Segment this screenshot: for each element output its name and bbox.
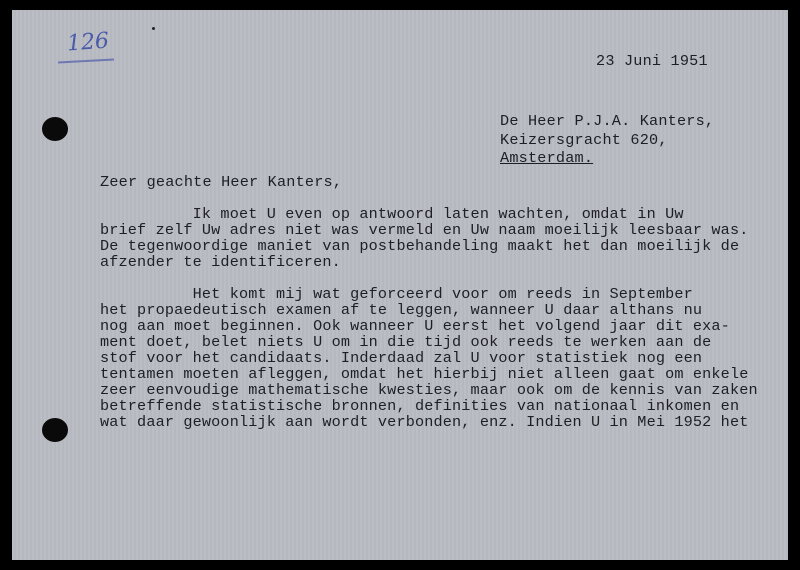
paragraph2-line: Het komt mij wat geforceerd voor om reeds in September xyxy=(100,285,693,303)
paragraph2-line: wat daar gewoonlijk aan wordt verbonden, enz. Indien U in Mei 1952 het xyxy=(100,413,749,431)
paragraph2-line: nog aan moet beginnen. Ook wanneer U eerst het volgend jaar dit exa- xyxy=(100,317,730,335)
paragraph2-line: tentamen moeten afleggen, omdat het hierbij niet alleen gaat om enkele xyxy=(100,365,749,383)
recipient-name: De Heer P.J.A. Kanters, xyxy=(500,112,715,130)
paragraph1-line: Ik moet U even op antwoord laten wachten, omdat in Uw xyxy=(100,205,684,223)
paragraph2-line: het propaedeutisch examen af te leggen, wanneer U daar althans nu xyxy=(100,301,703,319)
punch-hole-top xyxy=(42,117,68,141)
paragraph1-line: afzender te identificeren. xyxy=(100,253,341,271)
paragraph1-line: brief zelf Uw adres niet was vermeld en Uw naam moeilijk leesbaar was. xyxy=(100,221,749,239)
paragraph2-line: betreffende statistische bronnen, definities van nationaal inkomen en xyxy=(100,397,740,415)
archive-number-annotation: 126 xyxy=(66,28,110,57)
paragraph2-line: ment doet, belet niets U om in die tijd ook reeds te werken aan de xyxy=(100,333,712,351)
salutation: Zeer geachte Heer Kanters, xyxy=(100,173,343,191)
paragraph2-line: stof voor het candidaats. Inderdaad zal U voor statistiek nog een xyxy=(100,349,703,367)
paragraph2-line: zeer eenvoudige mathematische kwesties, maar ook om de kennis van zaken xyxy=(100,381,758,399)
recipient-city: Amsterdam. xyxy=(500,149,594,167)
paragraph1-line: De tegenwoordige maniet van postbehandeling maakt het dan moeilijk de xyxy=(100,237,740,255)
letter-date: 23 Juni 1951 xyxy=(596,52,708,70)
punch-hole-bottom xyxy=(42,418,68,442)
recipient-street: Keizersgracht 620, xyxy=(500,131,668,149)
ink-speck xyxy=(152,27,155,30)
